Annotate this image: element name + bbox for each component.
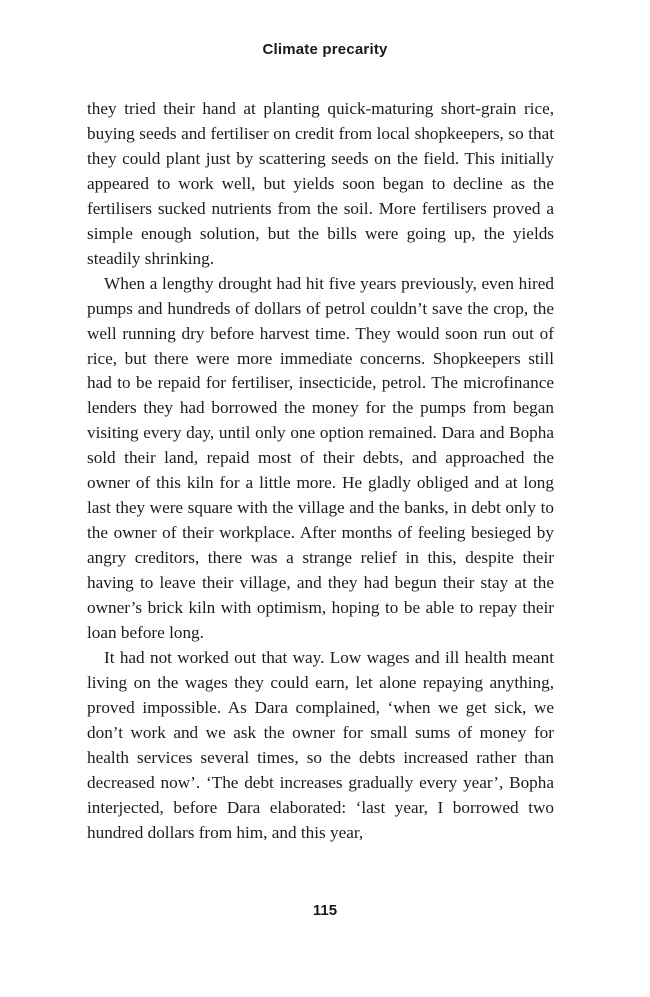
body-text	[87, 97, 554, 846]
paragraph-1: they tried their hand at planting quick-maturing short-grain rice, buying seeds and fertiliser on credit from local shopkeepers, so that they could plant just by scattering seeds on the field. This initially appeared to work well, but yields soon began to decline as the fertilisers sucked nutrients from the soil. More fertilisers proved a simple enough solution, but the bills were going up, the yields steadily shrinking.	[87, 99, 554, 268]
paragraph-2: When a lengthy drought had hit five years previously, even hired pumps and hundreds of dollars of petrol couldn’t save the crop, the well running dry before harvest time. They would soon run out of rice, but there were more immediate concerns. Shopkeepers still had to be repaid for fertiliser, insecticide, petrol. The microfinance lenders they had borrowed the money for the pumps from began visiting every day, until only one option remained. Dara and Bopha sold their land, repaid most of their debts, and approached the owner of this kiln for a little more. He gladly obliged and at long last they were square with the village and the banks, in debt only to the owner of their workplace. After months of feeling besieged by angry creditors, there was a strange relief in this, despite their having to leave their village, and they had begun their stay at the owner’s brick kiln with optimism, hoping to be able to repay their loan before long.	[87, 273, 554, 643]
page-number: 115	[312, 902, 338, 919]
paragraph-3: It had not worked out that way. Low wages and ill health meant living on the wages they could earn, let alone repaying anything, proved impossible. As Dara complained, ‘when we get sick, we don’t work and we ask the owner for small sums of money for health services several times, so the debts increased rather than decreased now’. ‘The debt increases gradually every year’, Bopha interjected, before Dara elaborated: ‘last year, I borrowed two hundred dollars from him, and this year,	[87, 647, 554, 842]
running-head: Climate precarity	[262, 41, 388, 58]
